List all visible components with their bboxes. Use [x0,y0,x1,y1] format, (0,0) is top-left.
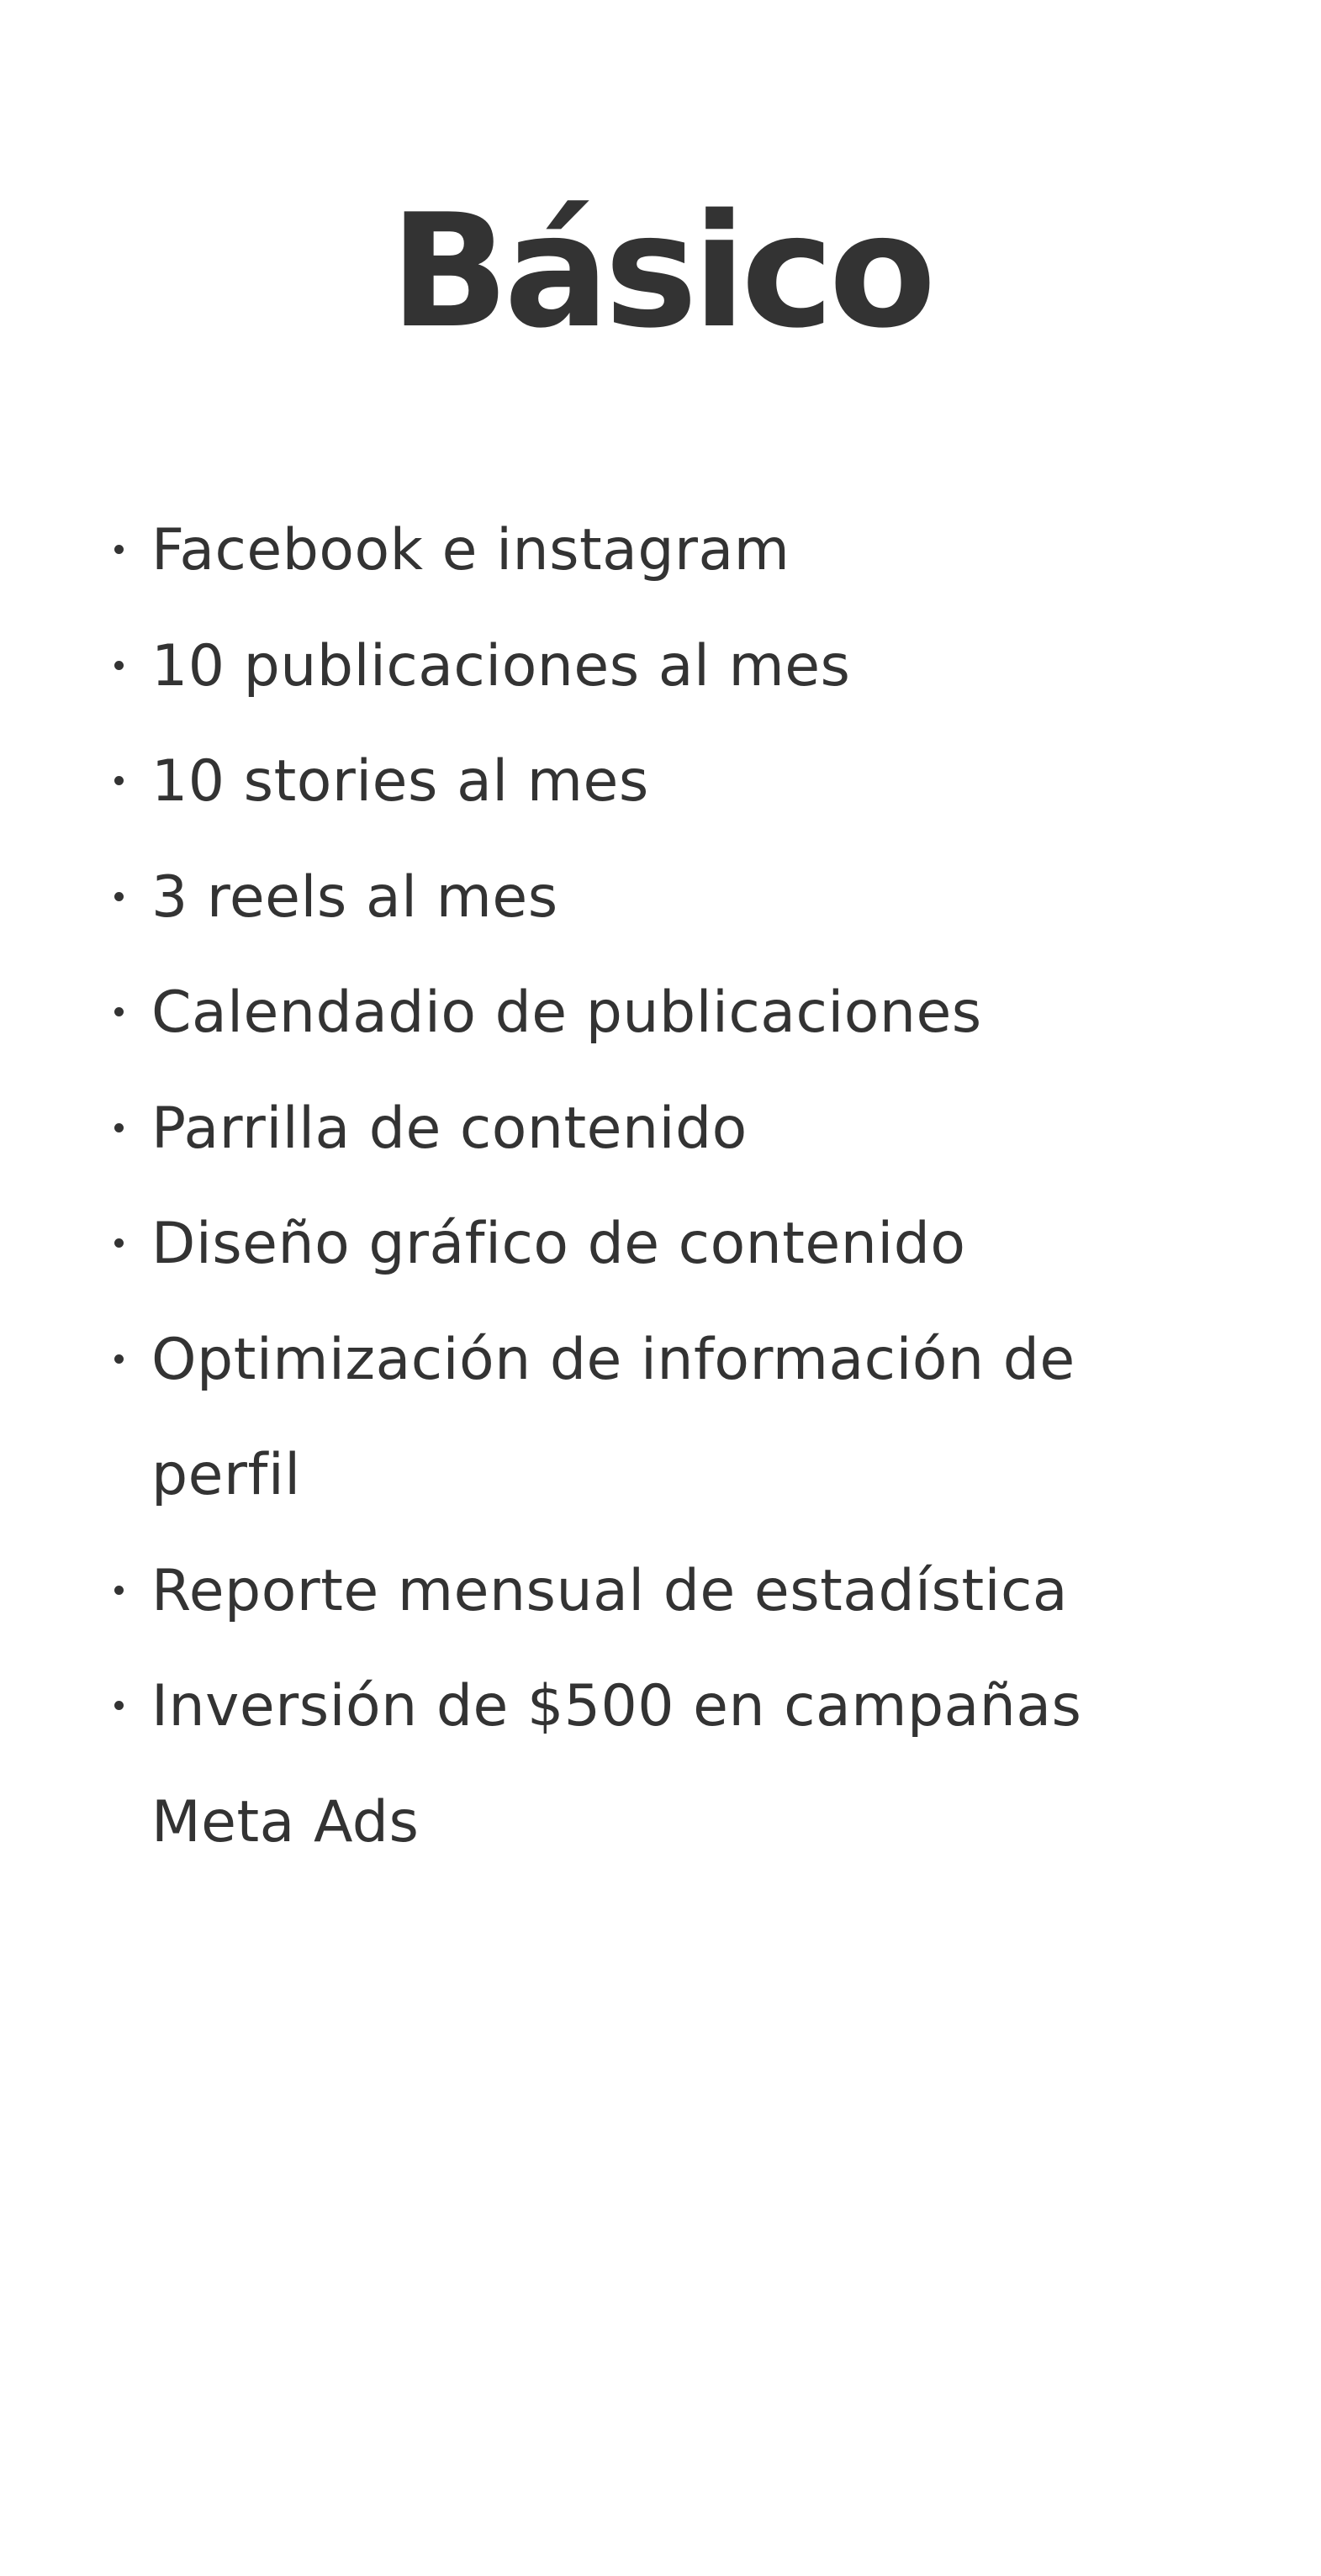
bullet-icon [114,545,124,554]
feature-text: Optimización de información de perfil [151,1326,1075,1508]
feature-text: Calendadio de publicaciones [151,979,982,1046]
feature-text: 3 reels al mes [151,863,558,931]
bullet-icon [114,1354,124,1364]
feature-text: Facebook e instagram [151,517,790,583]
feature-item [109,609,1228,725]
feature-item [109,840,1228,956]
bullet-icon [114,661,124,670]
feature-item [109,493,1228,609]
bullet-icon [114,1238,124,1248]
plan-title: Básico [389,180,932,362]
feature-text: 10 stories al mes [151,748,649,815]
feature-item [109,1649,1228,1880]
bullet-icon [114,1007,124,1016]
feature-text: Reporte mensual de estadística [151,1557,1069,1624]
feature-text: Diseño gráfico de contenido [151,1211,966,1277]
feature-item [109,1302,1228,1533]
bullet-icon [114,1701,124,1710]
bullet-icon [114,1586,124,1595]
feature-item [109,1533,1228,1650]
feature-text: Inversión de $500 en campañas Meta Ads [151,1673,1082,1855]
feature-item [109,1071,1228,1187]
feature-text: 10 publicaciones al mes [151,632,851,699]
feature-item [109,724,1228,840]
bullet-icon [114,892,124,901]
bullet-icon [114,776,124,785]
feature-list [109,493,1228,1880]
feature-text: Parrilla de contenido [151,1095,748,1162]
feature-item [109,1186,1228,1302]
bullet-icon [114,1123,124,1132]
feature-item [109,955,1228,1071]
